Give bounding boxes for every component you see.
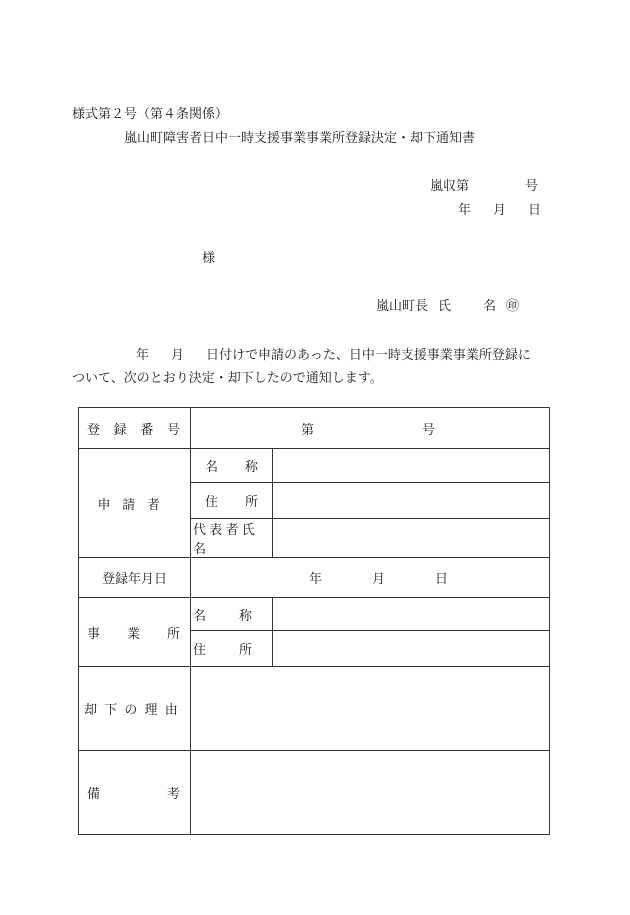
rejection-reason-label: [79, 667, 191, 751]
reference-suffix: 号: [525, 179, 539, 194]
reg-date-year: 年: [309, 572, 323, 587]
table-row: [79, 598, 550, 631]
office-address-field[interactable]: [273, 631, 550, 667]
reg-date-month: 月: [372, 572, 386, 587]
applicant-address-field[interactable]: [273, 483, 550, 519]
reg-date-day: 日: [435, 572, 449, 587]
label-char: 所: [166, 626, 180, 642]
remarks-label: [79, 751, 191, 835]
issue-date-year: 年: [458, 203, 472, 218]
label-char: 名: [205, 460, 219, 475]
issuer-name-char-2: 名: [483, 299, 497, 314]
reg-number-prefix: 第: [301, 422, 315, 438]
applicant-rep-field[interactable]: [273, 519, 550, 558]
applicant-label: [79, 449, 191, 558]
label-char: 住: [193, 643, 207, 658]
body-text-line-1: [136, 344, 531, 363]
office-name-field[interactable]: [273, 598, 550, 631]
label-char: 備: [87, 787, 101, 802]
issuer-line: [376, 295, 519, 314]
document-title: 嵐山町障害者日中一時支援事業事業所登録決定・却下通知書: [124, 131, 476, 146]
issuer-title: 嵐山町長: [376, 299, 429, 314]
issue-date-month: 月: [493, 203, 507, 218]
label-char: 録: [113, 422, 127, 438]
label-char: 番: [140, 422, 154, 438]
label-char: 考: [166, 787, 180, 802]
table-row: [79, 558, 550, 598]
seal-mark: ㊞: [506, 299, 520, 314]
rejection-reason-text: 却下の理由: [84, 703, 185, 718]
label-char: 所: [238, 643, 252, 658]
body-month: 月: [171, 348, 185, 363]
body-text-line-2: ついて、次のとおり決定・却下したので通知します。: [72, 371, 383, 386]
label-char: 称: [244, 460, 258, 475]
label-char: 号: [166, 422, 180, 438]
issue-date: [458, 199, 541, 218]
reg-number-label: [79, 408, 191, 449]
label-char: 称: [238, 608, 252, 624]
office-address-label: [191, 631, 273, 667]
issuer-name-char-1: 氏: [438, 299, 452, 314]
applicant-name-label: [191, 449, 273, 483]
label-char: 所: [244, 495, 258, 510]
reg-number-value[interactable]: [191, 408, 550, 449]
label-char: 業: [126, 626, 140, 642]
applicant-rep-label: 代表者氏名: [191, 519, 273, 558]
label-char: 住: [205, 495, 219, 510]
applicant-address-label: [191, 483, 273, 519]
reg-date-label: 登録年月日: [79, 558, 191, 598]
issue-date-day: 日: [528, 203, 542, 218]
registration-table: [78, 407, 550, 835]
applicant-label-text: 申請者: [97, 497, 172, 513]
reg-number-suffix: 号: [422, 422, 436, 438]
office-name-label: [191, 598, 273, 631]
remarks-field[interactable]: [191, 751, 550, 835]
label-char: 事: [87, 626, 101, 642]
body-rest: 日付けで申請のあった、日中一時支援事業事業所登録に: [206, 348, 531, 363]
body-year: 年: [136, 348, 150, 363]
reference-prefix: 嵐収第: [430, 179, 470, 194]
label-char: 登: [87, 422, 101, 438]
table-row: [79, 751, 550, 835]
table-row: [79, 408, 550, 449]
table-row: [79, 667, 550, 751]
form-number: 様式第２号（第４条関係）: [72, 107, 229, 122]
label-char: 名: [193, 608, 207, 624]
table-row: [79, 449, 550, 483]
rejection-reason-field[interactable]: [191, 667, 550, 751]
reference-number: [430, 175, 538, 194]
office-label: [79, 598, 191, 667]
addressee-honorific: 様: [202, 251, 216, 266]
reg-date-value[interactable]: [191, 558, 550, 598]
applicant-name-field[interactable]: [273, 449, 550, 483]
